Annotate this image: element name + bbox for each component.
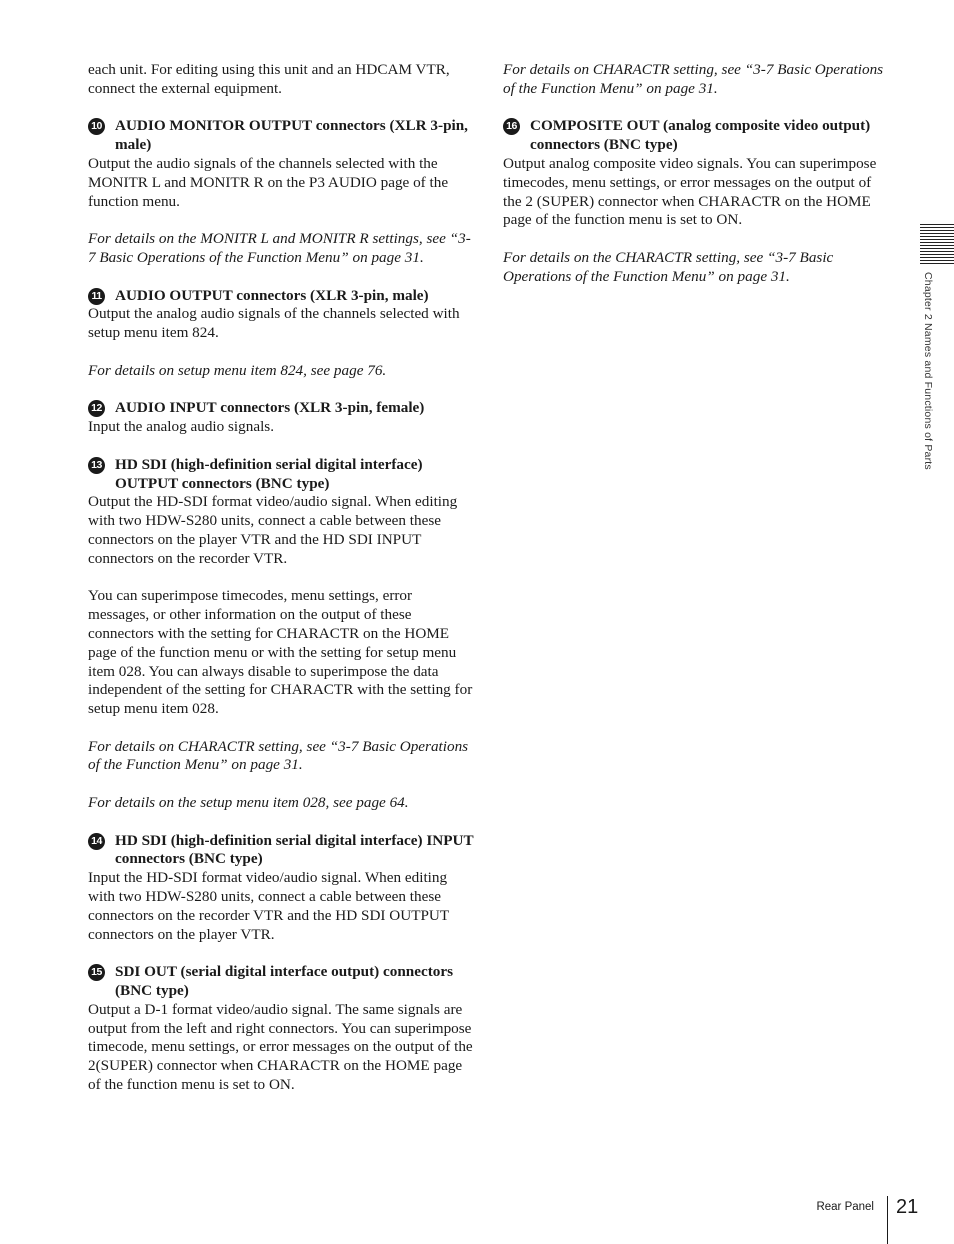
reference-note: For details on CHARACTR setting, see “3-7 Basic Operations of the Function Menu” on page 31. — [503, 61, 884, 97]
item-body: Output the analog audio signals of the channels selected with setup menu item 824. — [88, 305, 460, 342]
chapter-sidebar — [920, 272, 934, 502]
item-number-badge: 12 — [88, 400, 105, 417]
left-column — [88, 61, 476, 1114]
right-column — [503, 61, 889, 305]
item-heading-text: AUDIO OUTPUT connectors (XLR 3-pin, male) — [115, 286, 429, 304]
item-heading — [88, 287, 476, 306]
item-heading — [88, 963, 476, 1001]
item-audio-input — [88, 399, 476, 437]
intro-text: each unit. For editing using this unit and an HDCAM VTR, connect the external equipment. — [88, 61, 450, 97]
item-heading — [88, 456, 476, 494]
item-number-badge: 13 — [88, 457, 105, 474]
item-body: Output a D-1 format video/audio signal. The same signals are output from the left and right connectors. You can superimpose timecode, menu settings, or error messages on the output of the 2(SUPER) connector when CHARACTR on the HOME page of the function menu is set to ON. — [88, 1000, 473, 1094]
item-number-badge: 15 — [88, 964, 105, 981]
item-hd-sdi-input — [88, 832, 476, 945]
item-heading — [88, 832, 476, 870]
item-number-badge: 14 — [88, 833, 105, 850]
reference-note: For details on CHARACTR setting, see “3-7 Basic Operations of the Function Menu” on page 31. — [88, 737, 469, 774]
item-heading — [503, 117, 889, 155]
reference-note: For details on setup menu item 824, see page 76. — [88, 361, 387, 379]
item-number-badge: 10 — [88, 118, 105, 135]
chapter-tab-marker — [920, 224, 954, 266]
footer-divider — [887, 1196, 888, 1244]
item-heading-text: HD SDI (high-definition serial digital interface) OUTPUT connectors (BNC type) — [115, 455, 423, 492]
item-body: Output the HD-SDI format video/audio signal. When editing with two HDW-S280 units, connect a cable between these connectors on the player VTR and the HD SDI INPUT connectors on the recorder VTR. — [88, 493, 458, 567]
item-body-continued: You can superimpose timecodes, menu settings, error messages, or other information on the output of these connectors with the setting for CHARACTR on the HOME page of the function menu or with the setting for setup menu item 028. You can always disable to superimpose the data independent of the setting for CHARACTR with the setting for setup menu item 028. — [88, 587, 473, 718]
item-body: Output the audio signals of the channels selected with the MONITR L and MONITR R on the P3 AUDIO page of the function menu. — [88, 154, 449, 210]
reference-note: For details on the setup menu item 028, see page 64. — [88, 794, 409, 812]
page-number: 21 — [896, 1196, 919, 1218]
item-heading-text: AUDIO MONITOR OUTPUT connectors (XLR 3-pin, male) — [115, 117, 468, 154]
reference-note: For details on the CHARACTR setting, see “3-7 Basic Operations of the Function Menu” on page 31. — [503, 248, 834, 285]
item-heading-text: HD SDI (high-definition serial digital interface) INPUT connectors (BNC type) — [115, 831, 474, 868]
reference-note: For details on the MONITR L and MONITR R settings, see “3-7 Basic Operations of the Function Menu” on page 31. — [88, 230, 471, 266]
item-heading — [88, 399, 476, 418]
item-body: Input the analog audio signals. — [88, 418, 275, 436]
item-body: Input the HD-SDI format video/audio signal. When editing with two HDW-S280 units, connect a cable between these connectors on the recorder VTR and the HD SDI OUTPUT connectors on the player VTR. — [88, 869, 449, 943]
item-body: Output analog composite video signals. You can superimpose timecodes, menu settings, or error messages on the output of the 2 (SUPER) connector when CHARACTR on the HOME page of the function menu is set to ON. — [503, 154, 877, 229]
item-audio-output — [88, 287, 476, 343]
item-number-badge: 16 — [503, 118, 520, 135]
item-heading-text: COMPOSITE OUT (analog composite video output) connectors (BNC type) — [530, 117, 871, 154]
item-composite-out — [503, 117, 889, 230]
item-sdi-out — [88, 963, 476, 1095]
item-heading-text: AUDIO INPUT connectors (XLR 3-pin, female) — [115, 399, 425, 417]
chapter-title: Chapter 2 Names and Functions of Parts — [922, 272, 934, 470]
item-audio-monitor-output — [88, 117, 476, 211]
item-heading-text: SDI OUT (serial digital interface output) connectors (BNC type) — [115, 963, 454, 1000]
item-number-badge: 11 — [88, 288, 105, 305]
item-heading — [88, 117, 476, 155]
footer-section-label: Rear Panel — [816, 1201, 874, 1213]
item-hd-sdi-output — [88, 456, 476, 719]
